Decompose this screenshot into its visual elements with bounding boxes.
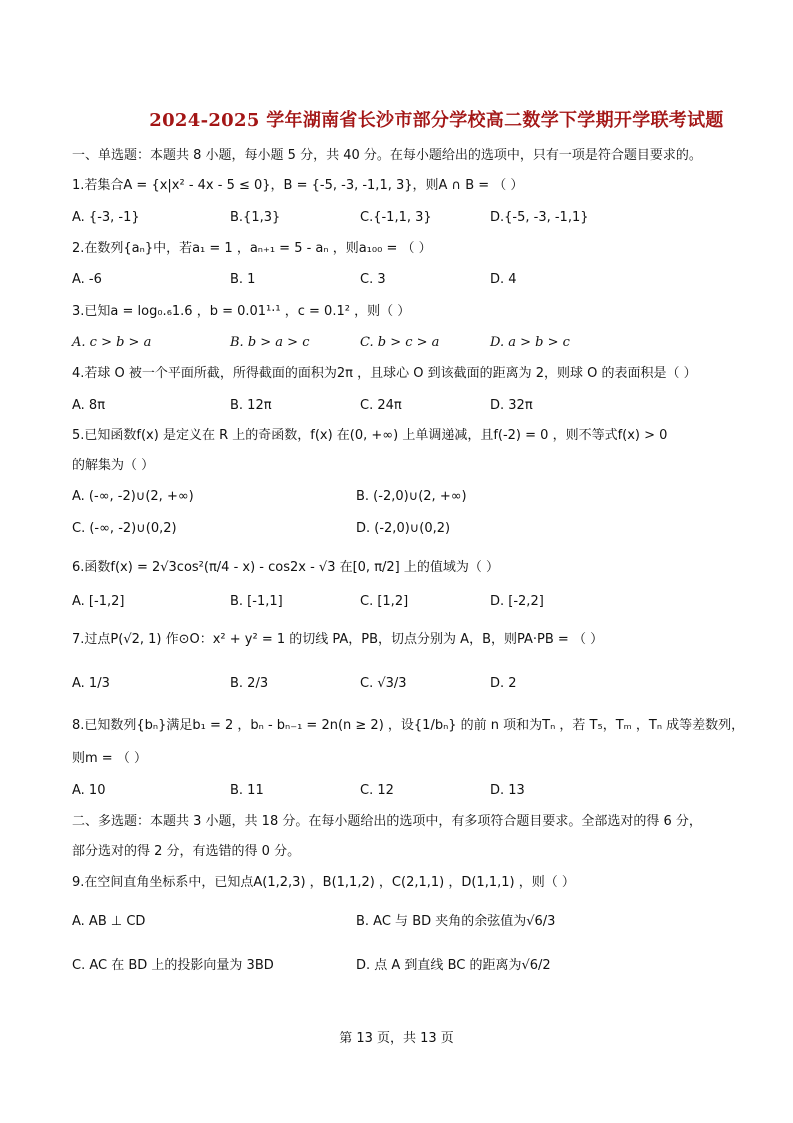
question-4-stem: 4.若球 O 被一个平面所截，所得截面的面积为2π ，且球心 O 到该截面的距离为 2，则球 O 的表面积是（ ） xyxy=(72,366,697,381)
question-5-stem: 5.已知函数f(x) 是定义在 R 上的奇函数，f(x) 在(0, +∞) 上单调递减，且f(-2) = 0 ，则不等式f(x) > 0 xyxy=(72,428,668,443)
section-multiple-choice-header-continued: 部分选对的得 2 分，有选错的得 0 分。 xyxy=(72,844,301,859)
question-5-option-c: C. (-∞, -2)∪(0,2) xyxy=(72,521,177,536)
section-multiple-choice-header: 二、多选题：本题共 3 小题，共 18 分。在每小题给出的选项中，有多项符合题目要求。全部选对的得 6 分， xyxy=(72,814,702,829)
question-2-option-d: D. 4 xyxy=(490,272,517,287)
question-3-stem: 3.已知a = log₀.₆1.6 ，b = 0.01¹·¹ ，c = 0.1² ，则（ ） xyxy=(72,304,411,319)
question-2-option-b: B. 1 xyxy=(230,272,256,287)
question-1-option-b: B.{1,3} xyxy=(230,210,281,225)
question-5-option-b: B. (-2,0)∪(2, +∞) xyxy=(356,489,467,504)
question-4-option-a: A. 8π xyxy=(72,398,106,413)
question-5-option-d: D. (-2,0)∪(0,2) xyxy=(356,521,451,536)
question-4-option-c: C. 24π xyxy=(360,398,402,413)
question-4-option-d: D. 32π xyxy=(490,398,533,413)
question-6-option-a: A. [-1,2] xyxy=(72,594,125,609)
question-8-stem: 8.已知数列{bₙ}满足b₁ = 2 ，bₙ - bₙ₋₁ = 2n(n ≥ 2) ，设{1/bₙ} 的前 n 项和为Tₙ ，若 T₅，Tₘ ，Tₙ 成等差数列， xyxy=(72,718,745,733)
question-1-option-a: A. {-3, -1} xyxy=(72,210,140,225)
question-5-stem-continued: 的解集为（ ） xyxy=(72,458,155,473)
question-2-option-a: A. -6 xyxy=(72,272,102,287)
question-8-stem-continued: 则m = （ ） xyxy=(72,751,147,766)
question-8-option-c: C. 12 xyxy=(360,783,394,798)
question-3-option-c: C. b > c > a xyxy=(360,335,440,350)
question-8-option-a: A. 10 xyxy=(72,783,106,798)
question-2-stem: 2.在数列{aₙ}中，若a₁ = 1 ，aₙ₊₁ = 5 - aₙ ，则a₁₀₀ = （ ） xyxy=(72,241,432,256)
question-1-option-c: C.{-1,1, 3} xyxy=(360,210,432,225)
question-6-stem: 6.函数f(x) = 2√3cos²(π/4 - x) - cos2x - √3 在[0, π/2] 上的值域为（ ） xyxy=(72,560,500,575)
question-7-option-d: D. 2 xyxy=(490,676,517,691)
question-1-stem: 1.若集合A = {x|x² - 4x - 5 ≤ 0}，B = {-5, -3, -1,1, 3}，则A ∩ B = （ ） xyxy=(72,178,524,193)
question-7-option-a: A. 1/3 xyxy=(72,676,110,691)
exam-title: 2024-2025 学年湖南省长沙市部分学校高二数学下学期开学联考试题 xyxy=(149,110,724,131)
question-8-option-b: B. 11 xyxy=(230,783,264,798)
question-9-option-b: B. AC 与 BD 夹角的余弦值为√6/3 xyxy=(356,914,556,929)
question-1-option-d: D.{-5, -3, -1,1} xyxy=(490,210,589,225)
question-7-stem: 7.过点P(√2, 1) 作⊙O：x² + y² = 1 的切线 PA，PB，切点分别为 A，B，则PA·PB = （ ） xyxy=(72,632,604,647)
page-footer: 第 13 页，共 13 页 xyxy=(339,1031,454,1046)
question-9-stem: 9.在空间直角坐标系中，已知点A(1,2,3) ，B(1,1,2) ，C(2,1,1) ，D(1,1,1) ，则（ ） xyxy=(72,875,575,890)
question-3-option-d: D. a > b > c xyxy=(490,335,570,350)
question-7-option-b: B. 2/3 xyxy=(230,676,269,691)
question-2-option-c: C. 3 xyxy=(360,272,386,287)
question-5-option-a: A. (-∞, -2)∪(2, +∞) xyxy=(72,489,194,504)
question-6-option-b: B. [-1,1] xyxy=(230,594,283,609)
question-9-option-c: C. AC 在 BD 上的投影向量为 3BD xyxy=(72,958,274,973)
question-9-option-a: A. AB ⊥ CD xyxy=(72,914,146,929)
section-single-choice-header: 一、单选题：本题共 8 小题，每小题 5 分，共 40 分。在每小题给出的选项中，只有一项是符合题目要求的。 xyxy=(72,148,702,163)
question-8-option-d: D. 13 xyxy=(490,783,525,798)
question-7-option-c: C. √3/3 xyxy=(360,676,407,691)
question-6-option-d: D. [-2,2] xyxy=(490,594,544,609)
question-3-option-b: B. b > a > c xyxy=(230,335,310,350)
question-6-option-c: C. [1,2] xyxy=(360,594,409,609)
question-9-option-d: D. 点 A 到直线 BC 的距离为√6/2 xyxy=(356,958,551,973)
question-3-option-a: A. c > b > a xyxy=(72,335,152,350)
question-4-option-b: B. 12π xyxy=(230,398,272,413)
